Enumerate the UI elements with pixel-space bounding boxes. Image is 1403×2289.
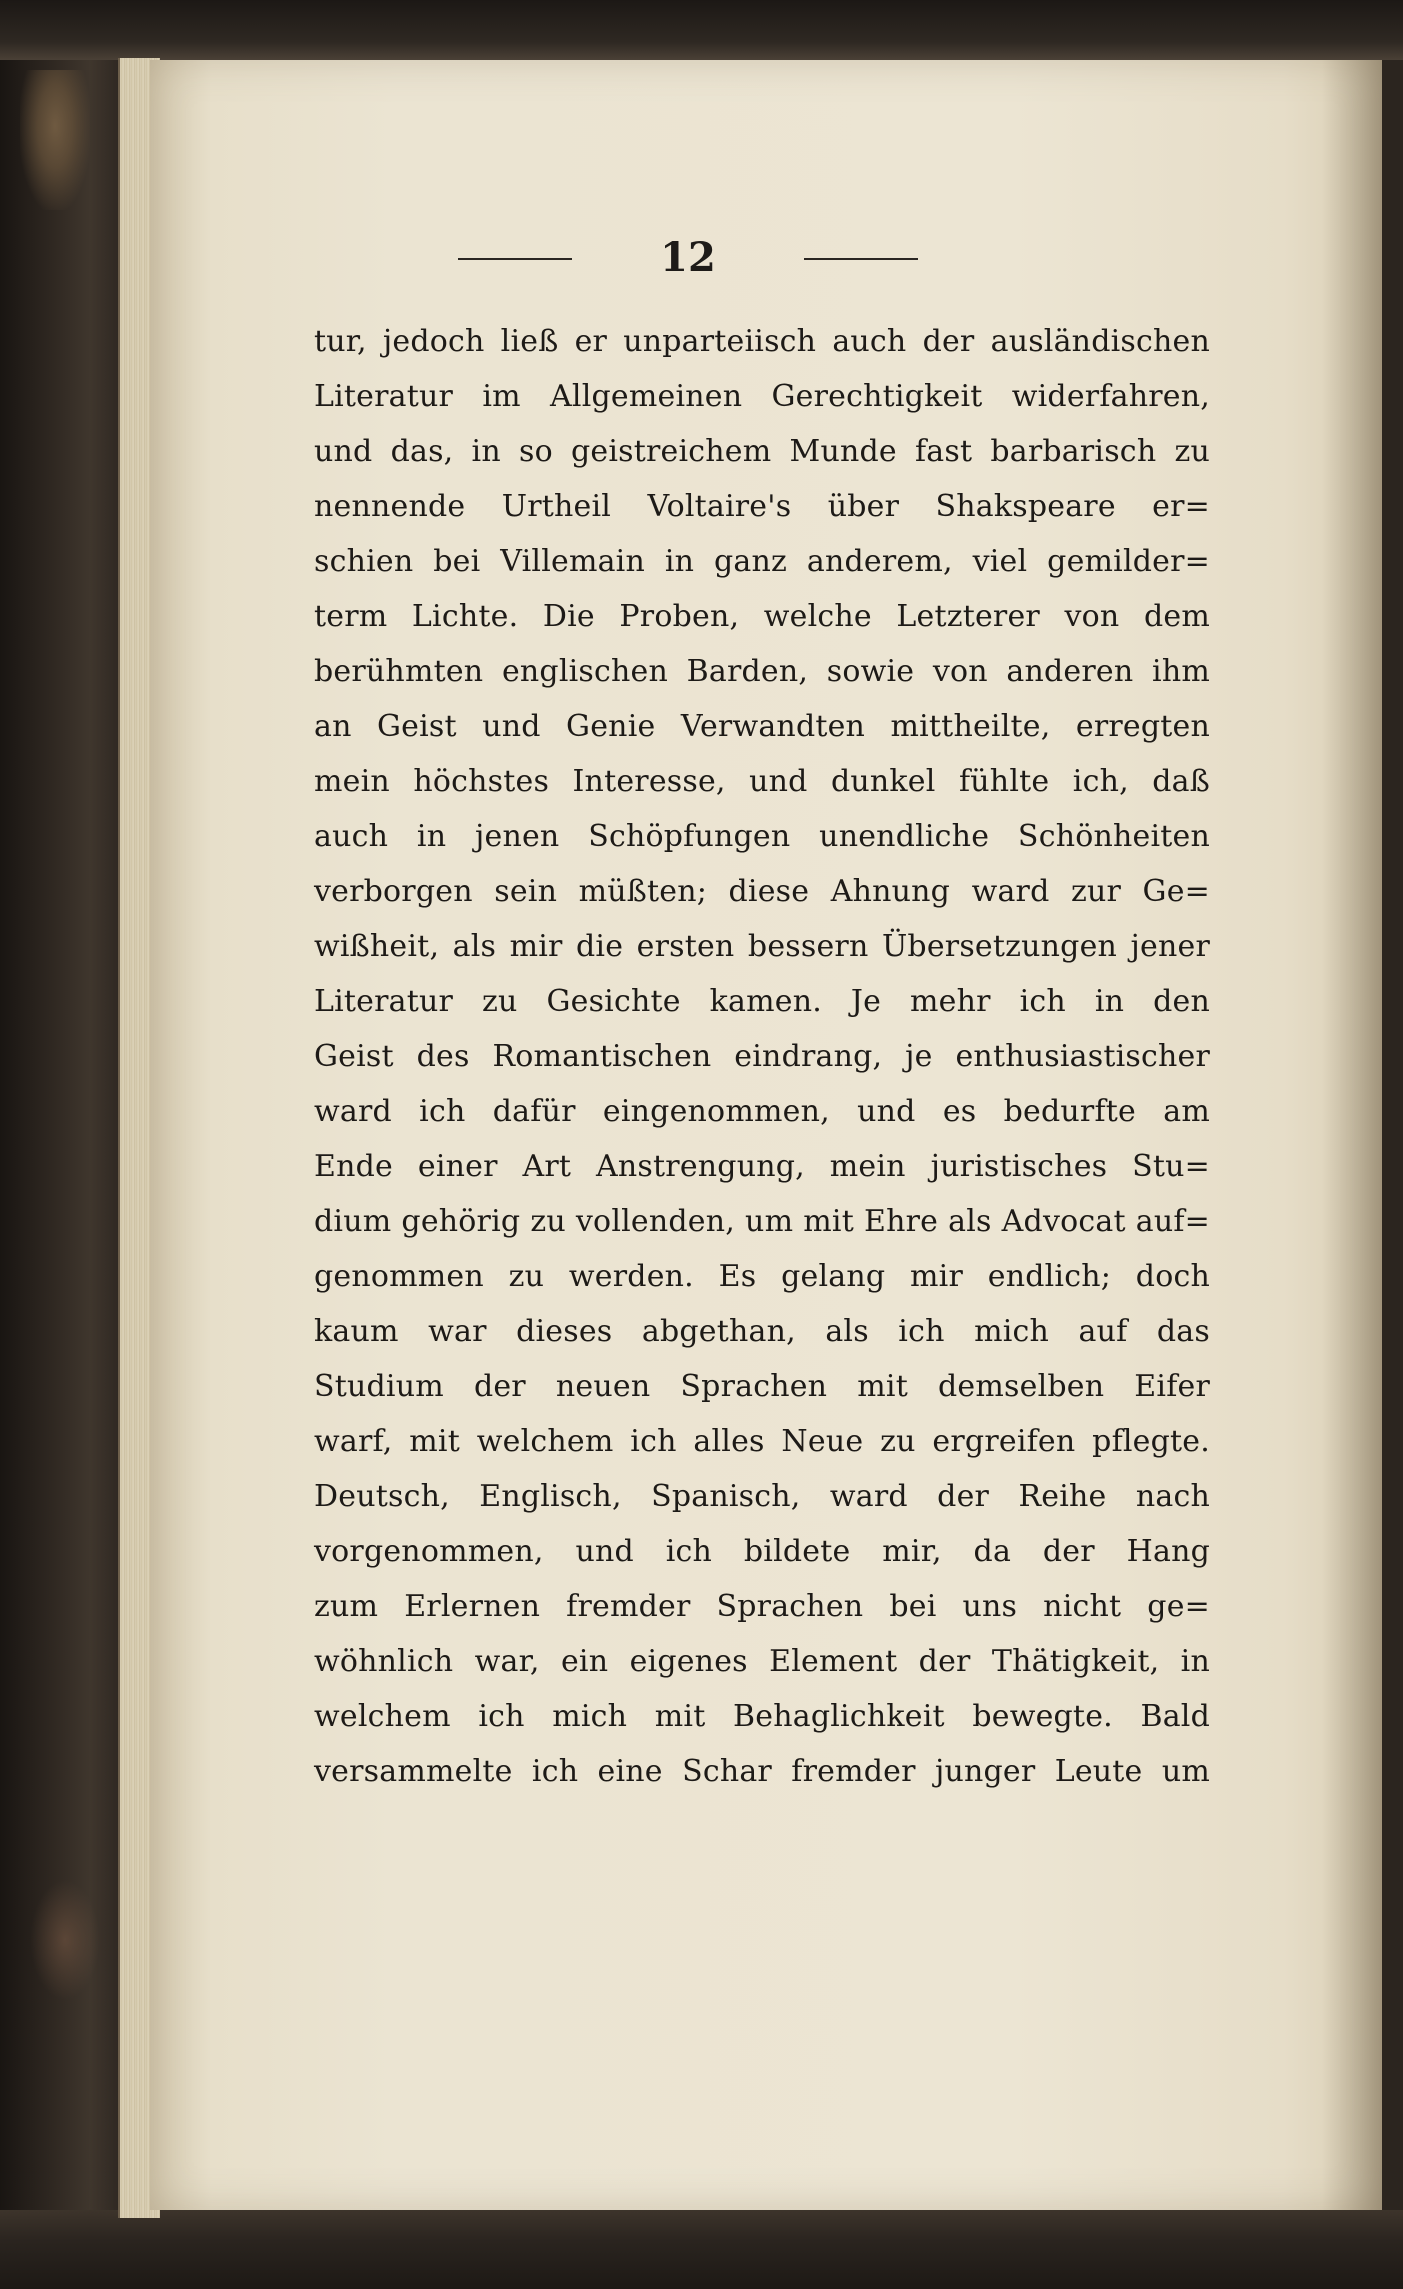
header-rule-right (804, 258, 918, 260)
body-text (314, 314, 1210, 1799)
text-line: und das, in so geistreichem Munde fast barbarisch zu (314, 434, 1210, 469)
text-line: auch in jenen Schöpfungen unendliche Schönheiten (314, 819, 1210, 854)
text-line: Studium der neuen Sprachen mit demselben Eifer (314, 1369, 1210, 1404)
text-line: verborgen sein müßten; diese Ahnung ward zur Ge= (314, 874, 1210, 909)
text-line: wöhnlich war, ein eigenes Element der Thätigkeit, in (314, 1644, 1210, 1679)
page-number: 12 (660, 234, 716, 281)
text-line: nennende Urtheil Voltaire's über Shakspeare er= (314, 489, 1210, 524)
text-line: schien bei Villemain in ganz anderem, viel gemilder= (314, 544, 1210, 579)
text-line: mein höchstes Interesse, und dunkel fühlte ich, daß (314, 764, 1210, 799)
text-line: tur, jedoch ließ er unparteiisch auch der ausländischen (314, 324, 1210, 359)
text-line: warf, mit welchem ich alles Neue zu ergreifen pflegte. (314, 1424, 1210, 1459)
cover-wear-mark (20, 70, 90, 210)
gutter-shadow (1322, 60, 1382, 2210)
text-line: Geist des Romantischen eindrang, je enthusiastischer (314, 1039, 1210, 1074)
text-line: genommen zu werden. Es gelang mir endlich; doch (314, 1259, 1210, 1294)
text-line: versammelte ich eine Schar fremder junger Leute um (314, 1754, 1210, 1789)
text-line: ward ich dafür eingenommen, und es bedurfte am (314, 1094, 1210, 1129)
text-line: vorgenommen, und ich bildete mir, da der Hang (314, 1534, 1210, 1569)
text-line: Deutsch, Englisch, Spanisch, ward der Reihe nach (314, 1479, 1210, 1514)
text-line: zum Erlernen fremder Sprachen bei uns nicht ge= (314, 1589, 1210, 1624)
text-line: Literatur im Allgemeinen Gerechtigkeit widerfahren, (314, 379, 1210, 414)
page-header (458, 228, 918, 288)
text-line: kaum war dieses abgethan, als ich mich auf das (314, 1314, 1210, 1349)
book-cover-top-edge (0, 0, 1403, 60)
text-line: berühmten englischen Barden, sowie von anderen ihm (314, 654, 1210, 689)
text-line: Literatur zu Gesichte kamen. Je mehr ich in den (314, 984, 1210, 1019)
text-line: wißheit, als mir die ersten bessern Übersetzungen jener (314, 929, 1210, 964)
cover-wear-mark (30, 1880, 100, 2000)
text-line: Ende einer Art Anstrengung, mein juristisches Stu= (314, 1149, 1210, 1184)
text-line: dium gehörig zu vollenden, um mit Ehre als Advocat auf= (314, 1204, 1210, 1239)
text-line: welchem ich mich mit Behaglichkeit bewegte. Bald (314, 1699, 1210, 1734)
header-rule-left (458, 258, 572, 260)
text-line: an Geist und Genie Verwandten mittheilte, erregten (314, 709, 1210, 744)
book-cover-bottom-edge (0, 2210, 1403, 2289)
text-line: term Lichte. Die Proben, welche Letzterer von dem (314, 599, 1210, 634)
